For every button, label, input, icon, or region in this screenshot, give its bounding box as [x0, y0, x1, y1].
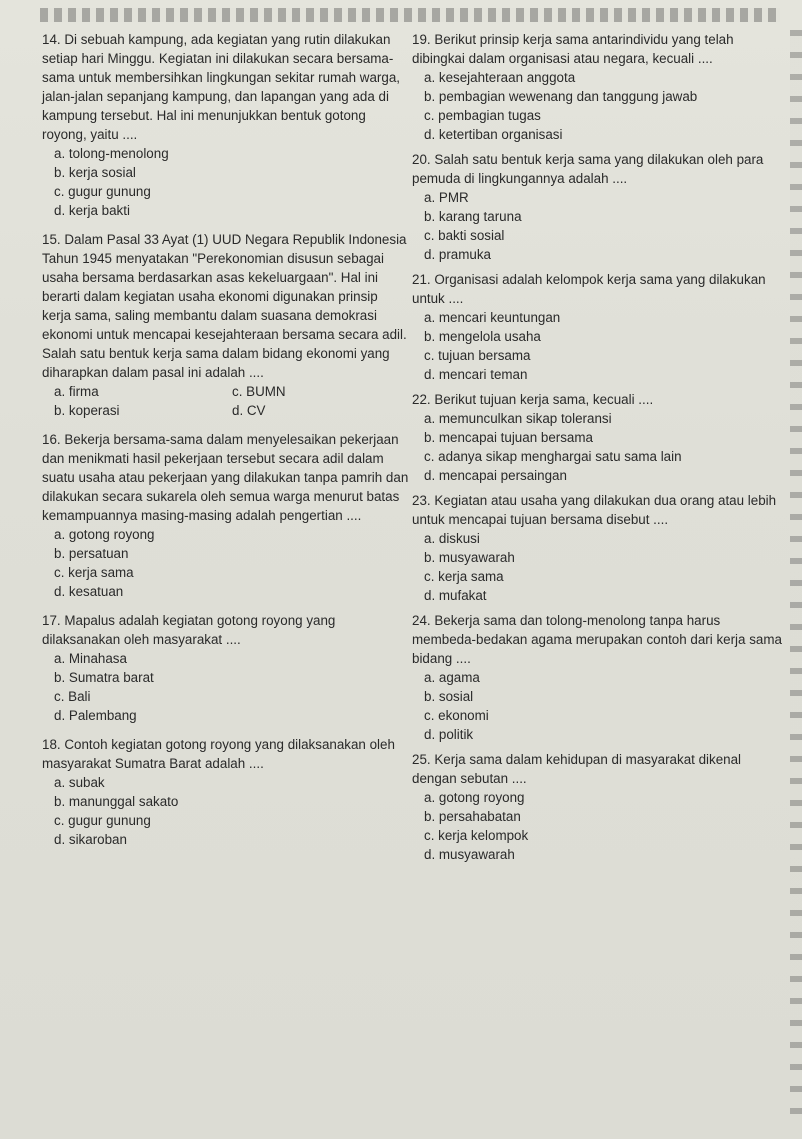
question-stem: Dalam Pasal 33 Ayat (1) UUD Negara Republik Indonesia Tahun 1945 menyatakan "Perekonomian disusun sebagai usaha bersama berdasarkan asas kekeluargaan". Hal ini berarti dalam kegiatan usaha ekonomi digunakan prinsip kerja sama, saling membantu dalam suasana demokrasi ekonomi untuk mencapai kesejahteraan bersama secara adil. Salah satu bentuk kerja sama dalam bidang ekonomi yang diharapkan dalam pasal ini adalah ....: [42, 232, 407, 380]
question-15: [42, 230, 410, 420]
question-stem: Di sebuah kampung, ada kegiatan yang rutin dilakukan setiap hari Minggu. Kegiatan ini dilakukan secara bersama-sama untuk membersihkan lingkungan sekitar rumah warga, jalan-jalan sepanjang kampung, dan lapangan yang ada di kampung tersebut. Hal ini menunjukkan bentuk gotong royong, yaitu ....: [42, 32, 401, 142]
option-c[interactable]: c. kerja sama: [54, 565, 134, 580]
question-19: [412, 30, 782, 144]
decorative-top-border: [40, 8, 780, 22]
question-number: 14.: [42, 32, 61, 47]
question-number: 16.: [42, 432, 61, 447]
option-a[interactable]: a. memunculkan sikap toleransi: [424, 411, 612, 426]
question-stem: Berikut tujuan kerja sama, kecuali ....: [434, 392, 654, 407]
option-c[interactable]: c. ekonomi: [424, 708, 489, 723]
question-stem: Kegiatan atau usaha yang dilakukan dua orang atau lebih untuk mencapai tujuan bersama disebut ....: [412, 493, 777, 527]
question-stem: Bekerja bersama-sama dalam menyelesaikan pekerjaan dan menikmati hasil pekerjaan tersebut secara adil dalam suatu usaha atau pekerjaan yang dilakukan tanpa pamrih dan dilakukan secara sukarela oleh semua warga menurut batas kemampuannya masing-masing adalah pengertian ....: [42, 432, 409, 523]
decorative-side-border: [790, 30, 802, 1130]
question-18: [42, 735, 410, 849]
option-b[interactable]: b. kerja sosial: [54, 165, 136, 180]
option-a[interactable]: a. gotong royong: [54, 527, 155, 542]
option-c[interactable]: c. pembagian tugas: [424, 108, 541, 123]
question-number: 20.: [412, 152, 431, 167]
left-column: [42, 30, 410, 849]
option-a[interactable]: a. PMR: [424, 190, 469, 205]
option-c[interactable]: c. Bali: [54, 689, 91, 704]
question-22: [412, 390, 782, 485]
question-number: 18.: [42, 737, 61, 752]
question-number: 22.: [412, 392, 431, 407]
option-a[interactable]: a. Minahasa: [54, 651, 127, 666]
option-b[interactable]: b. persahabatan: [424, 809, 521, 824]
option-d[interactable]: d. mufakat: [424, 588, 487, 603]
option-b[interactable]: b. pembagian wewenang dan tanggung jawab: [424, 89, 698, 104]
option-c[interactable]: c. adanya sikap menghargai satu sama lain: [424, 449, 682, 464]
option-a[interactable]: a. tolong-menolong: [54, 146, 169, 161]
options-grid: [42, 382, 410, 420]
question-number: 15.: [42, 232, 61, 247]
option-b[interactable]: b. mengelola usaha: [424, 329, 541, 344]
option-d[interactable]: d. ketertiban organisasi: [424, 127, 563, 142]
option-d[interactable]: d. politik: [424, 727, 474, 742]
option-b[interactable]: b. manunggal sakato: [54, 794, 179, 809]
question-25: [412, 750, 782, 864]
option-d[interactable]: d. kesatuan: [54, 584, 124, 599]
option-c[interactable]: c. kerja kelompok: [424, 828, 529, 843]
option-d[interactable]: d. CV: [232, 403, 266, 418]
option-b[interactable]: b. Sumatra barat: [54, 670, 154, 685]
option-a[interactable]: a. mencari keuntungan: [424, 310, 561, 325]
option-c[interactable]: c. BUMN: [232, 384, 286, 399]
question-stem: Contoh kegiatan gotong royong yang dilaksanakan oleh masyarakat Sumatra Barat adalah ....: [42, 737, 395, 771]
question-number: 19.: [412, 32, 431, 47]
question-number: 21.: [412, 272, 431, 287]
option-c[interactable]: c. bakti sosial: [424, 228, 505, 243]
question-number: 25.: [412, 752, 431, 767]
option-a[interactable]: a. gotong royong: [424, 790, 525, 805]
option-a[interactable]: a. subak: [54, 775, 105, 790]
question-stem: Bekerja sama dan tolong-menolong tanpa harus membeda-bedakan agama merupakan contoh dari kerja sama bidang ....: [412, 613, 782, 666]
option-c[interactable]: c. kerja sama: [424, 569, 504, 584]
question-stem: Mapalus adalah kegiatan gotong royong yang dilaksanakan oleh masyarakat ....: [42, 613, 336, 647]
option-a[interactable]: a. diskusi: [424, 531, 480, 546]
option-d[interactable]: d. Palembang: [54, 708, 137, 723]
option-b[interactable]: b. sosial: [424, 689, 474, 704]
question-21: [412, 270, 782, 384]
question-stem: Kerja sama dalam kehidupan di masyarakat dikenal dengan sebutan ....: [412, 752, 742, 786]
question-stem: Organisasi adalah kelompok kerja sama yang dilakukan untuk ....: [412, 272, 766, 306]
option-d[interactable]: d. kerja bakti: [54, 203, 130, 218]
question-14: [42, 30, 410, 220]
option-d[interactable]: d. mencapai persaingan: [424, 468, 567, 483]
question-number: 17.: [42, 613, 61, 628]
question-number: 23.: [412, 493, 431, 508]
option-d[interactable]: d. pramuka: [424, 247, 491, 262]
question-16: [42, 430, 410, 601]
option-d[interactable]: d. sikaroban: [54, 832, 127, 847]
option-d[interactable]: d. musyawarah: [424, 847, 515, 862]
option-b[interactable]: b. persatuan: [54, 546, 129, 561]
question-20: [412, 150, 782, 264]
question-23: [412, 491, 782, 605]
right-column: [412, 30, 782, 864]
question-number: 24.: [412, 613, 431, 628]
option-a[interactable]: a. kesejahteraan anggota: [424, 70, 576, 85]
option-b[interactable]: b. koperasi: [54, 403, 120, 418]
option-a[interactable]: a. firma: [54, 384, 99, 399]
option-c[interactable]: c. tujuan bersama: [424, 348, 531, 363]
option-c[interactable]: c. gugur gunung: [54, 184, 151, 199]
option-b[interactable]: b. mencapai tujuan bersama: [424, 430, 593, 445]
option-a[interactable]: a. agama: [424, 670, 480, 685]
question-stem: Salah satu bentuk kerja sama yang dilakukan oleh para pemuda di lingkungannya adalah ....: [412, 152, 764, 186]
question-24: [412, 611, 782, 744]
question-17: [42, 611, 410, 725]
option-d[interactable]: d. mencari teman: [424, 367, 528, 382]
option-b[interactable]: b. karang taruna: [424, 209, 522, 224]
option-c[interactable]: c. gugur gunung: [54, 813, 151, 828]
option-b[interactable]: b. musyawarah: [424, 550, 515, 565]
question-stem: Berikut prinsip kerja sama antarindividu yang telah dibingkai dalam organisasi atau negara, kecuali ....: [412, 32, 734, 66]
